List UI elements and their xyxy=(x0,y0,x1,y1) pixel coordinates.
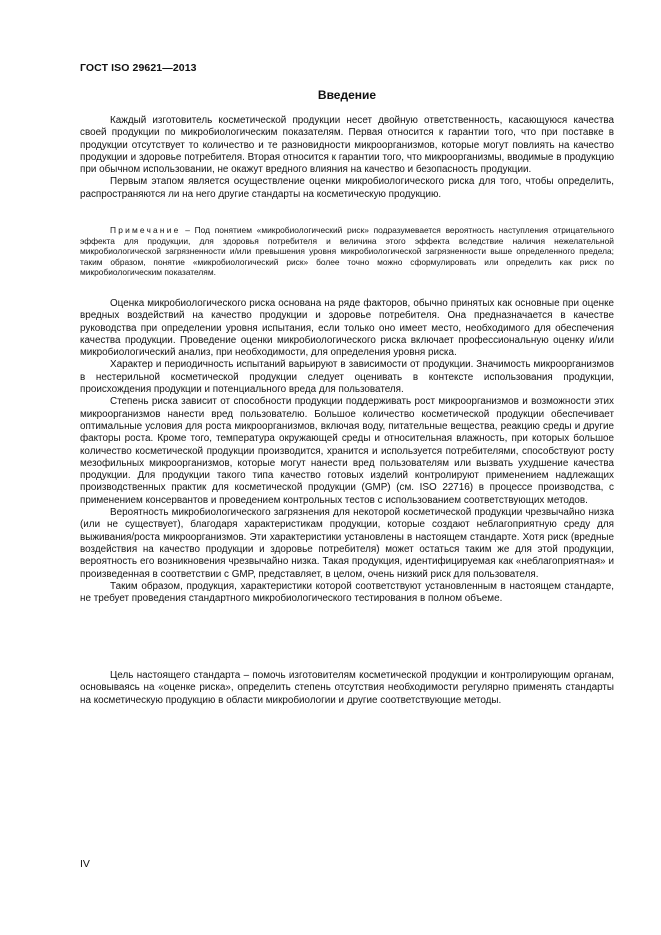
note-paragraph xyxy=(80,225,614,278)
paragraph: Первым этапом является осуществление оценки микробиологического риска для того, чтобы определить, распространяются ли на него другие стандарты на косметическую продукцию. xyxy=(80,176,614,200)
section-title: Введение xyxy=(317,88,377,102)
paragraph: Оценка микробиологического риска основана на ряде факторов, обычно принятых как основные при оценке вредных воздействий на качество продукции и здоровье потребителя. Она предназначается в качестве руководства при определении уровня испытания, если только оно имеет место, необходимого для обеспечения качества продукции. Проведение оценки микробиологического риска включает профессиональную оценку и/или микробиологический анализ, при необходимости, для определения уровня риска. xyxy=(80,298,614,359)
page-number: IV xyxy=(80,858,90,870)
paragraph: Характер и периодичность испытаний варьируют в зависимости от продукции. Значимость микроорганизмов в нестерильной косметической продукции следует оценивать в контексте использования продукции, происхождения продукции и потенциального вреда для пользователя. xyxy=(80,359,614,396)
paragraph: Таким образом, продукция, характеристики которой соответствуют установленным в настоящем стандарте, не требует проведения стандартного микробиологического тестирования в полном объеме. xyxy=(80,580,614,605)
intro-block xyxy=(80,115,614,201)
paragraph: Каждый изготовитель косметической продукции несет двойную ответственность, касающуюся качества своей продукции по микробиологическим показателям. Первая относится к гарантии того, что при поставке в продукции отсутствует то количество и те разновидности микроорганизмов, которые могут повлиять на качество продукции и здоровье потребителя. Вторая относится к гарантии того, что микроорганизмы, вводимые в продукцию при обычном использовании, не окажут вредного влияния на качество и безопасность продукции. xyxy=(80,115,614,176)
paragraph: Степень риска зависит от способности продукции поддерживать рост микроорганизмов и возможности этих микроорганизмов нанести вред пользователю. Большое количество косметической продукции обеспечивает оптимальные условия для роста микроорганизмов, включая воду, питательные вещества, реакцию среды и другие факторы роста. Кроме того, температура окружающей среды и относительная влажность, при которых большое количество косметической продукции производится, хранится и используется потребителями, способствуют росту мезофильных микроорганизмов, которые могут нанести вред пользователям или вызвать ухудшение качества продукции. Для продукции такого типа качество готовых изделий контролируют применением надлежащих производственных практик для косметической продукции (GMP) (см. ISO 22716) в процессе производства, с применением консервантов и проведением контрольных тестов с использованием соответствующих методов. xyxy=(80,396,614,506)
note-label: Примечание xyxy=(110,225,181,235)
note-text: – Под понятием «микробиологический риск» подразумевается вероятность наступления отрицательного эффекта для продукции, для здоровья потребителя и величина этого эффекта вследствие наличия нежелательной микробиологической загрязненности и/или превышения уровня микробиологической загрязненности выше определенного предела; таким образом, понятие «микробиологический риск» более точно можно сформулировать или определить как риск по микробиологическим показателям. xyxy=(80,225,614,278)
paragraph: Вероятность микробиологического загрязнения для некоторой косметической продукции чрезвычайно низка (или не существует), благодаря характеристикам продукции, которые создают неблагоприятную среду для выживания/роста микроорганизмов. Эти характеристики установлены в настоящем стандарте. Хотя риск (вредные воздействия на качество продукции и здоровье потребителя) может остаться таким же для этой продукции, вероятность его возникновения чрезвычайно низка. Такая продукция, идентифицируемая как «неблагоприятная» и произведенная в соответствии с GMP, представляет, в целом, очень низкий риск для пользователя. xyxy=(80,507,614,580)
note-block xyxy=(80,225,614,278)
document-code: ГОСТ ISO 29621—2013 xyxy=(80,62,197,74)
main-block xyxy=(80,298,614,605)
final-block xyxy=(80,670,614,707)
paragraph: Цель настоящего стандарта – помочь изготовителям косметической продукции и контролирующим органам, основываясь на «оценке риска», определить степень отсутствия необходимости регулярно применять стандарты на косметическую продукцию в области микробиологии и другие соответствующие методы. xyxy=(80,670,614,706)
